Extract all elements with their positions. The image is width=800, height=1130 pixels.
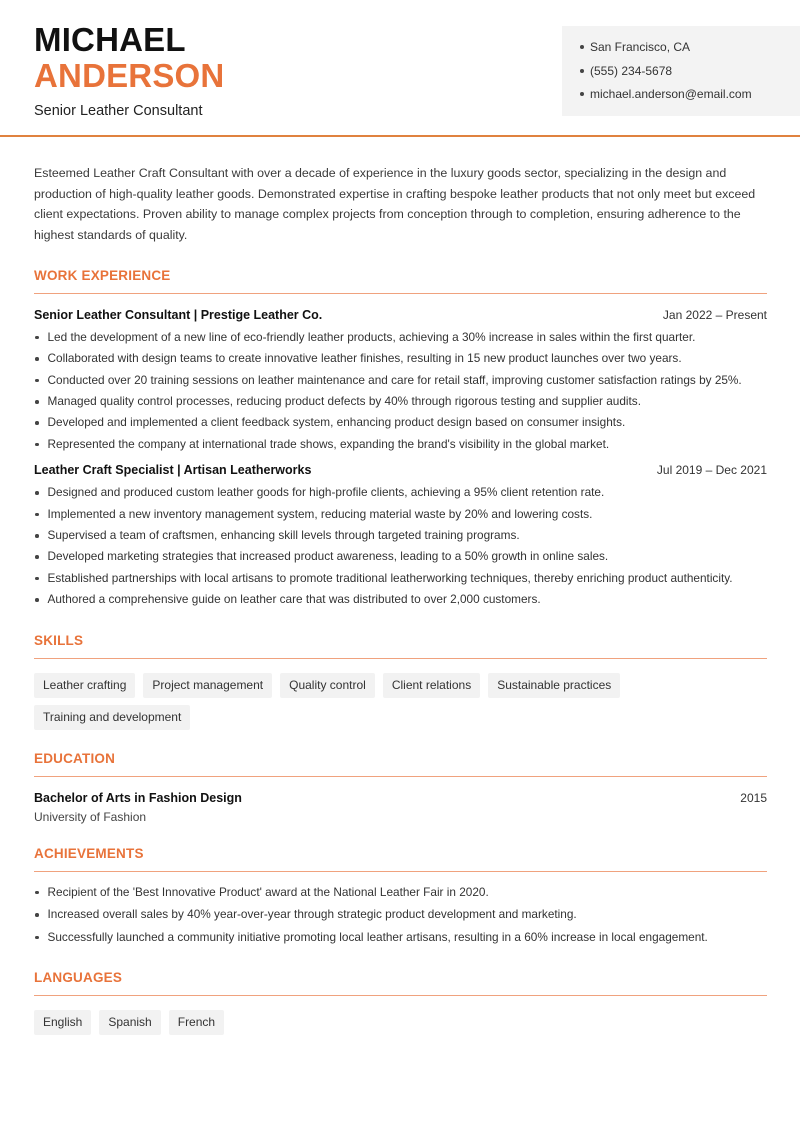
section-title-languages: LANGUAGES bbox=[34, 970, 767, 996]
skill-tag: Training and development bbox=[34, 705, 190, 730]
job-role: Leather Craft Specialist | Artisan Leatherworks bbox=[34, 463, 312, 478]
language-tag: French bbox=[169, 1010, 224, 1035]
bullet-icon bbox=[35, 891, 39, 895]
bullet-icon bbox=[35, 598, 39, 602]
section-title-work: WORK EXPERIENCE bbox=[34, 268, 767, 294]
skill-tag: Quality control bbox=[280, 673, 375, 698]
job-bullets bbox=[34, 327, 767, 455]
section-title-skills: SKILLS bbox=[34, 633, 767, 659]
bullet-icon bbox=[35, 421, 39, 425]
bullet-icon bbox=[35, 577, 39, 581]
list-item: Developed marketing strategies that increased product awareness, leading to a 50% growth in online sales. bbox=[34, 546, 767, 567]
job-entry bbox=[34, 463, 767, 610]
contact-location: San Francisco, CA bbox=[580, 39, 800, 63]
list-item: Collaborated with design teams to create innovative leather finishes, resulting in 15 new product launches over two years. bbox=[34, 348, 767, 369]
section-title-education: EDUCATION bbox=[34, 751, 767, 777]
skill-tag: Client relations bbox=[383, 673, 480, 698]
list-item: Managed quality control processes, reducing product defects by 40% through rigorous testing and supplier audits. bbox=[34, 391, 767, 412]
contact-email: michael.anderson@email.com bbox=[580, 86, 800, 110]
bullet-icon bbox=[35, 555, 39, 559]
bullet-icon bbox=[35, 913, 39, 917]
bullet-icon bbox=[35, 491, 39, 495]
list-item: Implemented a new inventory management system, reducing material waste by 20% and lowering costs. bbox=[34, 504, 767, 525]
summary: Esteemed Leather Craft Consultant with over a decade of experience in the luxury goods sector, specializing in the design and production of high-quality leather goods. Demonstrated expertise in crafting bespoke leather products that not only meet but exceed client expectations. Proven ability to manage complex projects from conception through to completion, ensuring adherence to the highest standards of quality. bbox=[34, 166, 756, 243]
skill-tag: Leather crafting bbox=[34, 673, 135, 698]
bullet-icon bbox=[580, 92, 584, 96]
language-tag: Spanish bbox=[99, 1010, 160, 1035]
list-item: Represented the company at international trade shows, expanding the brand's visibility in the global market. bbox=[34, 434, 767, 455]
bullet-icon bbox=[35, 443, 39, 447]
list-item: Developed and implemented a client feedback system, enhancing product design based on consumer insights. bbox=[34, 412, 767, 433]
bullet-icon bbox=[580, 45, 584, 49]
job-bullets bbox=[34, 482, 767, 610]
edu-school: University of Fashion bbox=[34, 809, 147, 824]
section-title-achievements: ACHIEVEMENTS bbox=[34, 846, 767, 872]
list-item: Established partnerships with local artisans to promote traditional leatherworking techniques, thereby enriching product authenticity. bbox=[34, 568, 767, 589]
job-role: Senior Leather Consultant | Prestige Leather Co. bbox=[34, 307, 323, 322]
job-entry bbox=[34, 308, 767, 455]
list-item: Designed and produced custom leather goods for high-profile clients, achieving a 95% client retention rate. bbox=[34, 482, 767, 503]
skill-tag: Sustainable practices bbox=[488, 673, 620, 698]
bullet-icon bbox=[35, 357, 39, 361]
list-item: Successfully launched a community initiative promoting local leather artisans, resulting in a 60% increase in local engagement. bbox=[34, 927, 767, 948]
languages-tags bbox=[34, 1010, 767, 1042]
name-block bbox=[34, 22, 224, 119]
bullet-icon bbox=[580, 69, 584, 73]
list-item: Led the development of a new line of eco-friendly leather products, achieving a 30% increase in sales within the first quarter. bbox=[34, 327, 767, 348]
bullet-icon bbox=[35, 379, 39, 383]
list-item: Recipient of the 'Best Innovative Product' award at the National Leather Fair in 2020. bbox=[34, 882, 767, 903]
list-item: Authored a comprehensive guide on leather care that was distributed to over 2,000 customers. bbox=[34, 589, 767, 610]
list-item: Supervised a team of craftsmen, enhancing skill levels through targeted training programs. bbox=[34, 525, 767, 546]
job-dates: Jan 2022 – Present bbox=[662, 307, 767, 322]
bullet-icon bbox=[35, 336, 39, 340]
edu-degree: Bachelor of Arts in Fashion Design bbox=[34, 790, 242, 805]
skills-tags bbox=[34, 673, 767, 737]
list-item: Increased overall sales by 40% year-over-year through strategic product development and marketing. bbox=[34, 904, 767, 925]
job-dates: Jul 2019 – Dec 2021 bbox=[656, 463, 767, 478]
resume-body bbox=[34, 163, 767, 1042]
achievements-list bbox=[34, 882, 767, 948]
edu-year: 2015 bbox=[740, 790, 767, 805]
language-tag: English bbox=[34, 1010, 91, 1035]
bullet-icon bbox=[35, 513, 39, 517]
bullet-icon bbox=[35, 400, 39, 404]
first-name: MICHAEL bbox=[34, 21, 186, 58]
last-name: ANDERSON bbox=[34, 57, 225, 94]
bullet-icon bbox=[35, 534, 39, 538]
contact-phone: (555) 234-5678 bbox=[580, 63, 800, 87]
job-title: Senior Leather Consultant bbox=[34, 103, 203, 119]
resume-header bbox=[0, 0, 800, 137]
list-item: Conducted over 20 training sessions on leather maintenance and care for retail staff, improving customer satisfaction ratings by 25%. bbox=[34, 370, 767, 391]
contact-box bbox=[562, 26, 800, 116]
bullet-icon bbox=[35, 936, 39, 940]
education-entry bbox=[34, 791, 767, 824]
skill-tag: Project management bbox=[143, 673, 272, 698]
